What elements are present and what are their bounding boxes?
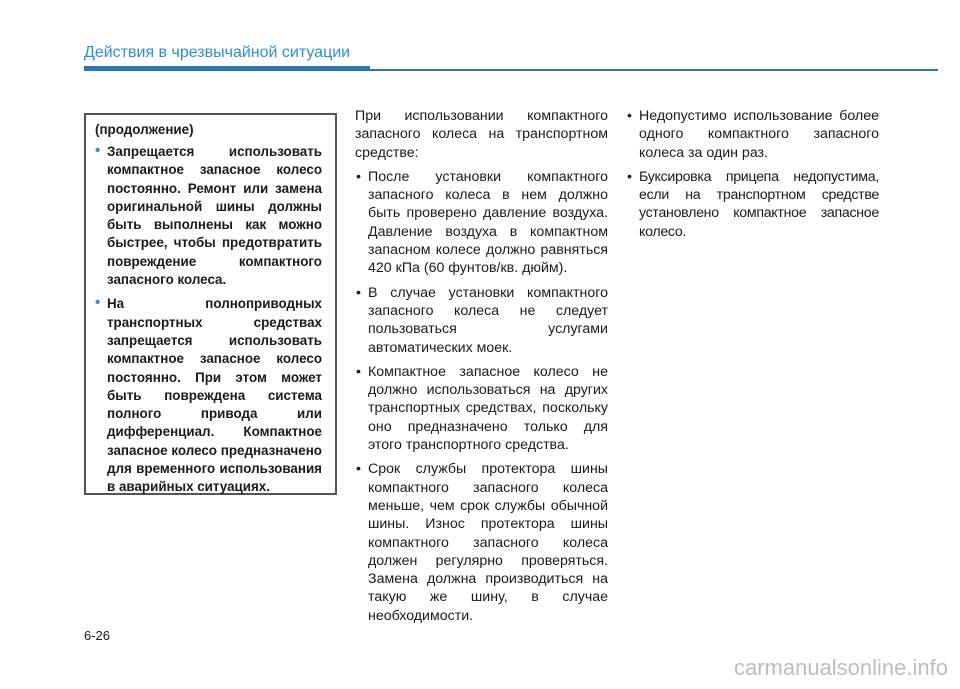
warning-item-text: На полноприводных транспортных средствах запрещается использовать компактное запасное колесо постоянно. При этом может быть повреждена система полного привода или дифференциал. Компактное запасное колесо предназначено для временного использования в аварийных ситуациях. bbox=[107, 296, 322, 495]
list-item-text: Компактное запасное колесо не должно использоваться на других транспортных средствах, поскольку оно предназначено только для этого транспортного средства. bbox=[368, 363, 608, 454]
warning-item bbox=[95, 295, 322, 496]
list-item-text: Недопустимо использование более одного компактного запасного колеса за один раз. bbox=[639, 108, 879, 161]
list-item bbox=[626, 107, 879, 162]
middle-column bbox=[355, 107, 608, 631]
list-item bbox=[626, 168, 879, 241]
bullet-icon: • bbox=[356, 363, 361, 380]
warning-item-text: Запрещается использовать компактное запасное колесо постоянно. Ремонт или замена оригинальной шины должны быть выполнены как можно быстрее, чтобы предотвратить повреждение компактного запасного колеса. bbox=[107, 144, 322, 288]
intro-paragraph: При использовании компактного запасного колеса на транспортном средстве: bbox=[355, 108, 608, 161]
bullet-icon: • bbox=[356, 284, 361, 301]
page-number: 6-26 bbox=[84, 628, 111, 643]
bullet-icon: • bbox=[627, 108, 632, 124]
list-item-text: После установки компактного запасного колеса в нем должно быть проверено давление воздуха. Давление воздуха в компактном запасном колесе должно равняться 420 кПа (60 фунтов/кв. дюйм). bbox=[368, 168, 608, 277]
watermark: carmanualsonline.info bbox=[733, 655, 948, 680]
list-item bbox=[355, 168, 608, 278]
header-rule-thick bbox=[84, 66, 370, 71]
list-item bbox=[355, 460, 608, 625]
warning-item bbox=[95, 143, 322, 289]
header-rule-thin bbox=[370, 69, 938, 71]
list-item-text: Срок службы протектора шины компактного запасного колеса меньше, чем срок службы обычной шины. Износ протектора шины компактного запасного колеса должен регулярно проверяться. Замена должна производиться на такую же шину, в случае необходимости. bbox=[368, 461, 608, 624]
bullet-icon: • bbox=[627, 168, 632, 185]
list-item bbox=[355, 284, 608, 357]
warning-heading: (продолжение) bbox=[95, 122, 194, 137]
list-item-text: В случае установки компактного запасного колеса не следует пользоваться услугами автоматических моек. bbox=[368, 284, 608, 356]
bullet-icon: • bbox=[95, 142, 101, 159]
section-title: Действия в чрезвычайной ситуации bbox=[84, 44, 351, 61]
bullet-icon: • bbox=[95, 294, 101, 312]
bullet-icon: • bbox=[356, 461, 361, 478]
warning-box bbox=[84, 113, 337, 495]
right-column bbox=[626, 107, 879, 247]
list-item bbox=[355, 363, 608, 454]
list-item-text: Буксировка прицепа недопустима, если на транспортном средстве установлено компактное запасное колесо. bbox=[639, 168, 879, 240]
bullet-icon: • bbox=[356, 168, 361, 185]
